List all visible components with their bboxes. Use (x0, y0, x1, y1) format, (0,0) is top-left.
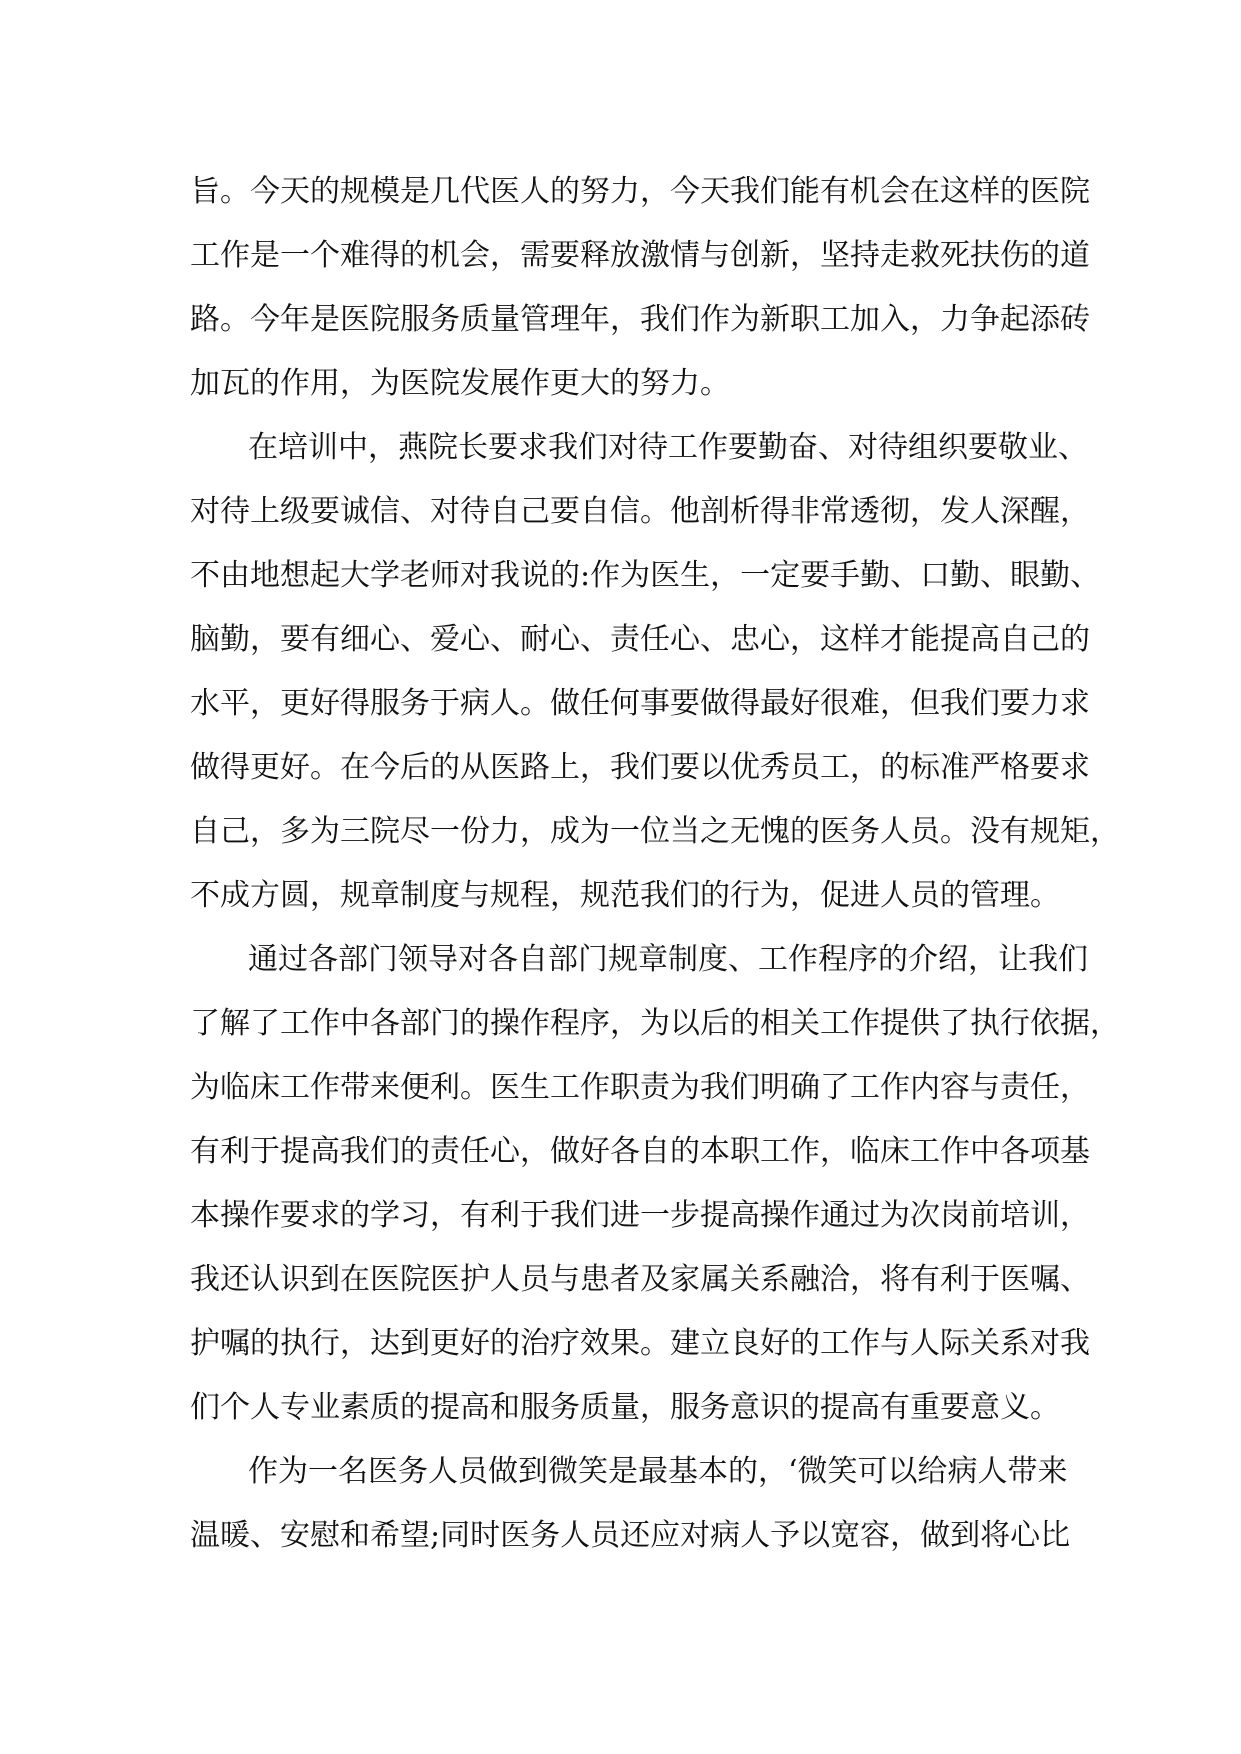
text-line: 做得更好。在今后的从医路上，我们要以优秀员工，的标准严格要求 (190, 750, 1090, 785)
text-line: 旨。今天的规模是几代医人的努力，今天我们能有机会在这样的医院 (190, 174, 1090, 209)
text-line: 本操作要求的学习，有利于我们进一步提高操作通过为次岗前培训， (190, 1198, 1090, 1233)
text-line: 工作是一个难得的机会，需要释放激情与创新，坚持走救死扶伤的道 (190, 238, 1090, 273)
paragraph-start-line: 在培训中，燕院长要求我们对待工作要勤奋、对待组织要敬业、 (248, 430, 1088, 465)
text-line: 加瓦的作用，为医院发展作更大的努力。 (190, 366, 730, 401)
text-line: 脑勤，要有细心、爱心、耐心、责任心、忠心，这样才能提高自己的 (190, 622, 1090, 657)
paragraph-start-line: 通过各部门领导对各自部门规章制度、工作程序的介绍，让我们 (248, 942, 1088, 977)
text-line: 不成方圆，规章制度与规程，规范我们的行为，促进人员的管理。 (190, 878, 1060, 913)
text-line: 水平，更好得服务于病人。做任何事要做得最好很难，但我们要力求 (190, 686, 1090, 721)
text-line: 为临床工作带来便利。医生工作职责为我们明确了工作内容与责任， (190, 1070, 1090, 1105)
text-line: 护嘱的执行，达到更好的治疗效果。建立良好的工作与人际关系对我 (190, 1326, 1090, 1361)
text-line: 不由地想起大学老师对我说的:作为医生，一定要手勤、口勤、眼勤、 (190, 558, 1101, 593)
paragraph-start-line: 作为一名医务人员做到微笑是最基本的，‘微笑可以给病人带来 (248, 1454, 1068, 1489)
text-line: 有利于提高我们的责任心，做好各自的本职工作，临床工作中各项基 (190, 1134, 1090, 1169)
text-line: 我还认识到在医院医护人员与患者及家属关系融洽，将有利于医嘱、 (190, 1262, 1090, 1297)
text-line: 了解了工作中各部门的操作程序，为以后的相关工作提供了执行依据， (190, 1006, 1120, 1041)
body-text (190, 160, 1120, 1568)
text-line: 对待上级要诚信、对待自己要自信。他剖析得非常透彻，发人深醒， (190, 494, 1090, 529)
text-line: 温暖、安慰和希望;同时医务人员还应对病人予以宽容，做到将心比 (190, 1518, 1071, 1553)
text-line: 路。今年是医院服务质量管理年，我们作为新职工加入，力争起添砖 (190, 302, 1090, 337)
text-line: 自己，多为三院尽一份力，成为一位当之无愧的医务人员。没有规矩， (190, 814, 1120, 849)
text-line: 们个人专业素质的提高和服务质量，服务意识的提高有重要意义。 (190, 1390, 1060, 1425)
